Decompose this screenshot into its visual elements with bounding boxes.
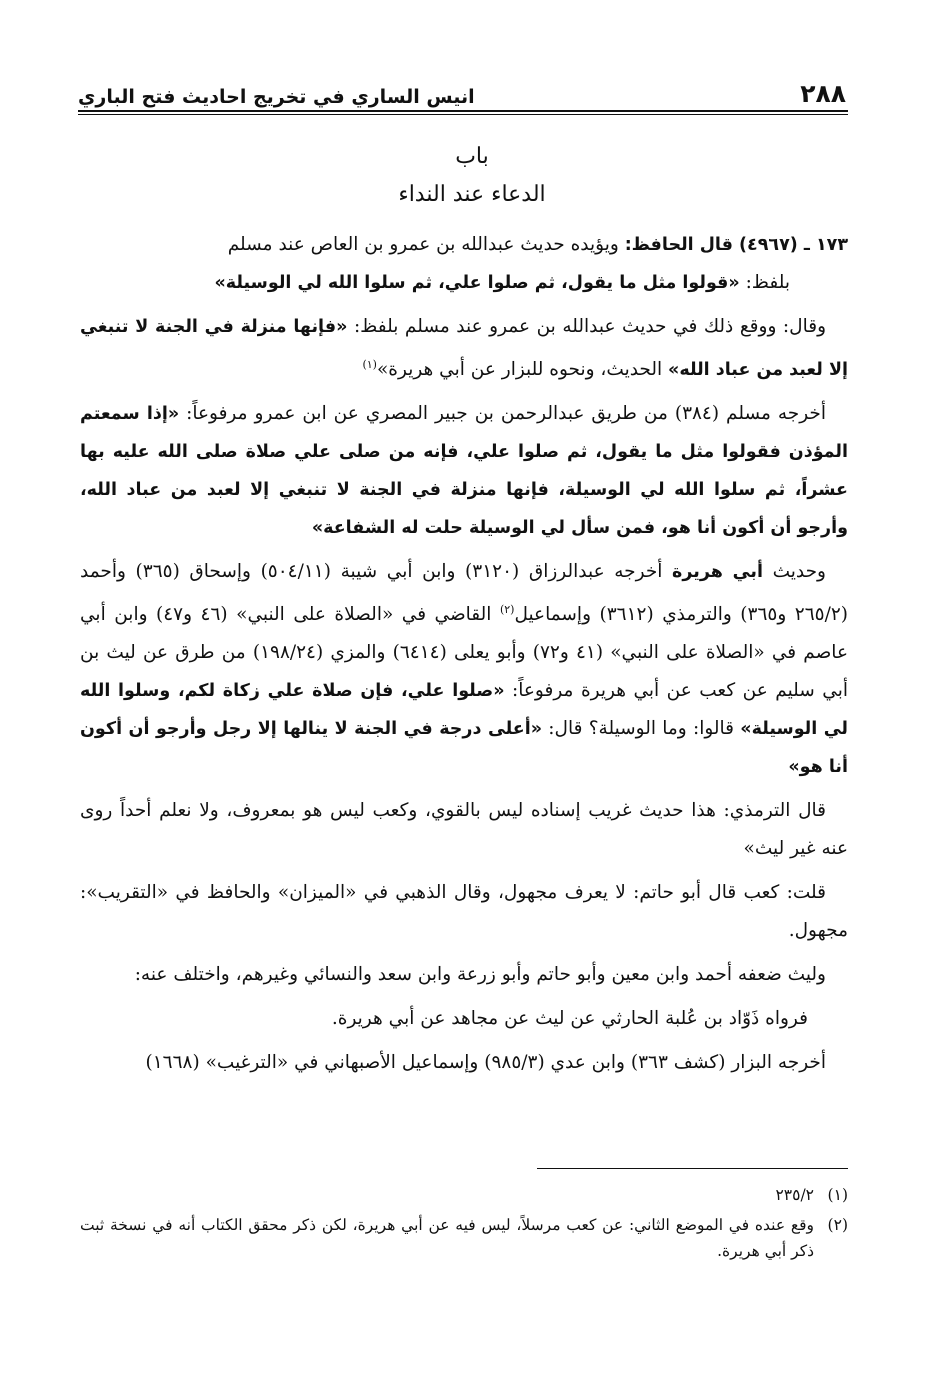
paragraph-text: الحديث، ونحوه للبزار عن أبي هريرة»	[376, 359, 669, 381]
footnote-text: ٢٣٥/٢	[775, 1186, 814, 1204]
paragraph-hadith-entry	[80, 226, 848, 302]
paragraph-text: بلفظ:	[739, 272, 790, 293]
hadith-quote: «فإنها منزلة في الجنة لا تنبغي إلا لعبد من عباد الله»	[80, 317, 848, 381]
header-rule-thin	[78, 114, 848, 115]
paragraph-text: أخرجه مسلم (٣٨٤) من طريق عبدالرحمن بن جبير المصري عن ابن عمرو مرفوعاً:	[179, 403, 827, 425]
paragraph-tirmidhi: قال الترمذي: هذا حديث غريب إسناده ليس بالقوي، وكعب ليس هو بمعروف، ولا نعلم أحداً روى عنه غير ليث»	[80, 800, 848, 860]
chapter-subtitle: الدعاء عند النداء	[398, 182, 546, 207]
hadith-quote: «إذا سمعتم المؤذن فقولوا مثل ما يقول، ثم صلوا علي، فإنه من صلى علي صلاة صلى الله عليه بها عشراً، ثم سلوا الله لي الوسيلة، فإنها منزلة في الجنة لا تنبغي إلا لعبد من عباد الله، وأرجو أن أكون أنا هو، فمن سأل لي الوسيلة حلت له الشفاعة»	[80, 404, 848, 539]
footnote-separator	[537, 1168, 848, 1169]
hadith-quote: «أعلى درجة في الجنة لا ينالها إلا رجل وأرجو أن أكون أنا هو»	[80, 719, 848, 778]
main-text	[80, 226, 848, 1088]
paragraph-takhrij	[80, 395, 848, 547]
paragraph-text: القاضي في «الصلاة على النبي» (٤٦ و٤٧) وابن أبي عاصم في «الصلاة على النبي» (٤١ و٧٢) وأبو يعلى (٦٤١٤) والمزي (١٩٨/٢٤) من طرق عن ليث بن أبي سليم عن كعب عن أبي هريرة مرفوعاً:	[80, 604, 848, 702]
paragraph-quote	[80, 308, 848, 389]
hadith-quote: «صلوا علي، فإن صلاة علي زكاة لكم، وسلوا الله لي الوسيلة»	[80, 681, 848, 740]
paragraph-dhawwad: فرواه ذَوّاد بن عُلبة الحارثي عن ليث عن مجاهد عن أبي هريرة.	[331, 1008, 808, 1030]
narrator-name: أبي هريرة	[672, 562, 763, 583]
footnote-mark: (١)	[827, 1186, 848, 1204]
paragraph-text: قالوا: وما الوسيلة؟ قال:	[542, 718, 741, 740]
chapter-title: باب	[455, 144, 489, 169]
footnote-ref[interactable]: (٢)	[499, 603, 515, 617]
entry-number: ١٧٣ ـ (٤٩٦٧) قال الحافظ:	[624, 235, 848, 255]
paragraph-text: أخرجه عبدالرزاق (٣١٢٠) وابن أبي شيبة (٥٠٤/١١) وإسحاق (٣٦٥) وأحمد (٢٦٥/٢ و٣٦٥) والترمذي (٣٦١٢) وإسماعيل	[80, 561, 848, 626]
footnote-ref[interactable]: (١)	[362, 358, 377, 371]
paragraph-abu-hurayra	[80, 553, 848, 786]
header-rule	[78, 110, 848, 112]
footnote-text: وقع عنده في الموضع الثاني: عن كعب مرسلاً، ليس فيه عن أبي هريرة، لكن ذكر محقق الكتاب أنه في نسخة ثبت ذكر أبي هريرة.	[80, 1216, 814, 1260]
running-title: انيس الساري في تخريج احاديث فتح الباري	[78, 86, 475, 108]
paragraph-qultu: قلت: كعب قال أبو حاتم: لا يعرف مجهول، وقال الذهبي في «الميزان» والحافظ في «التقريب»: مجهول.	[80, 882, 848, 942]
paragraph-text: وقال: ووقع ذلك في حديث عبدالله بن عمرو عند مسلم بلفظ:	[347, 316, 827, 337]
paragraph-text: وحديث	[762, 561, 826, 583]
footnote-item	[80, 1212, 848, 1264]
footnote-mark: (٢)	[827, 1216, 848, 1234]
paragraph-layth: وليث ضعفه أحمد وابن معين وأبو حاتم وأبو زرعة وابن سعد والنسائي وغيرهم، واختلف عنه:	[134, 964, 826, 986]
footnote-item	[80, 1182, 848, 1208]
paragraph-text: ويؤيده حديث عبدالله بن عمرو بن العاص عند مسلم	[227, 234, 625, 255]
page-number: ٢٨٨	[800, 79, 846, 108]
footnotes	[80, 1182, 848, 1268]
page-header	[78, 72, 846, 108]
paragraph-bazzar: أخرجه البزار (كشف ٣٦٣) وابن عدي (٩٨٥/٣) وإسماعيل الأصبهاني في «الترغيب» (١٦٦٨)	[145, 1052, 826, 1074]
hadith-quote: «قولوا مثل ما يقول، ثم صلوا علي، ثم سلوا الله لي الوسيلة»	[214, 273, 740, 293]
